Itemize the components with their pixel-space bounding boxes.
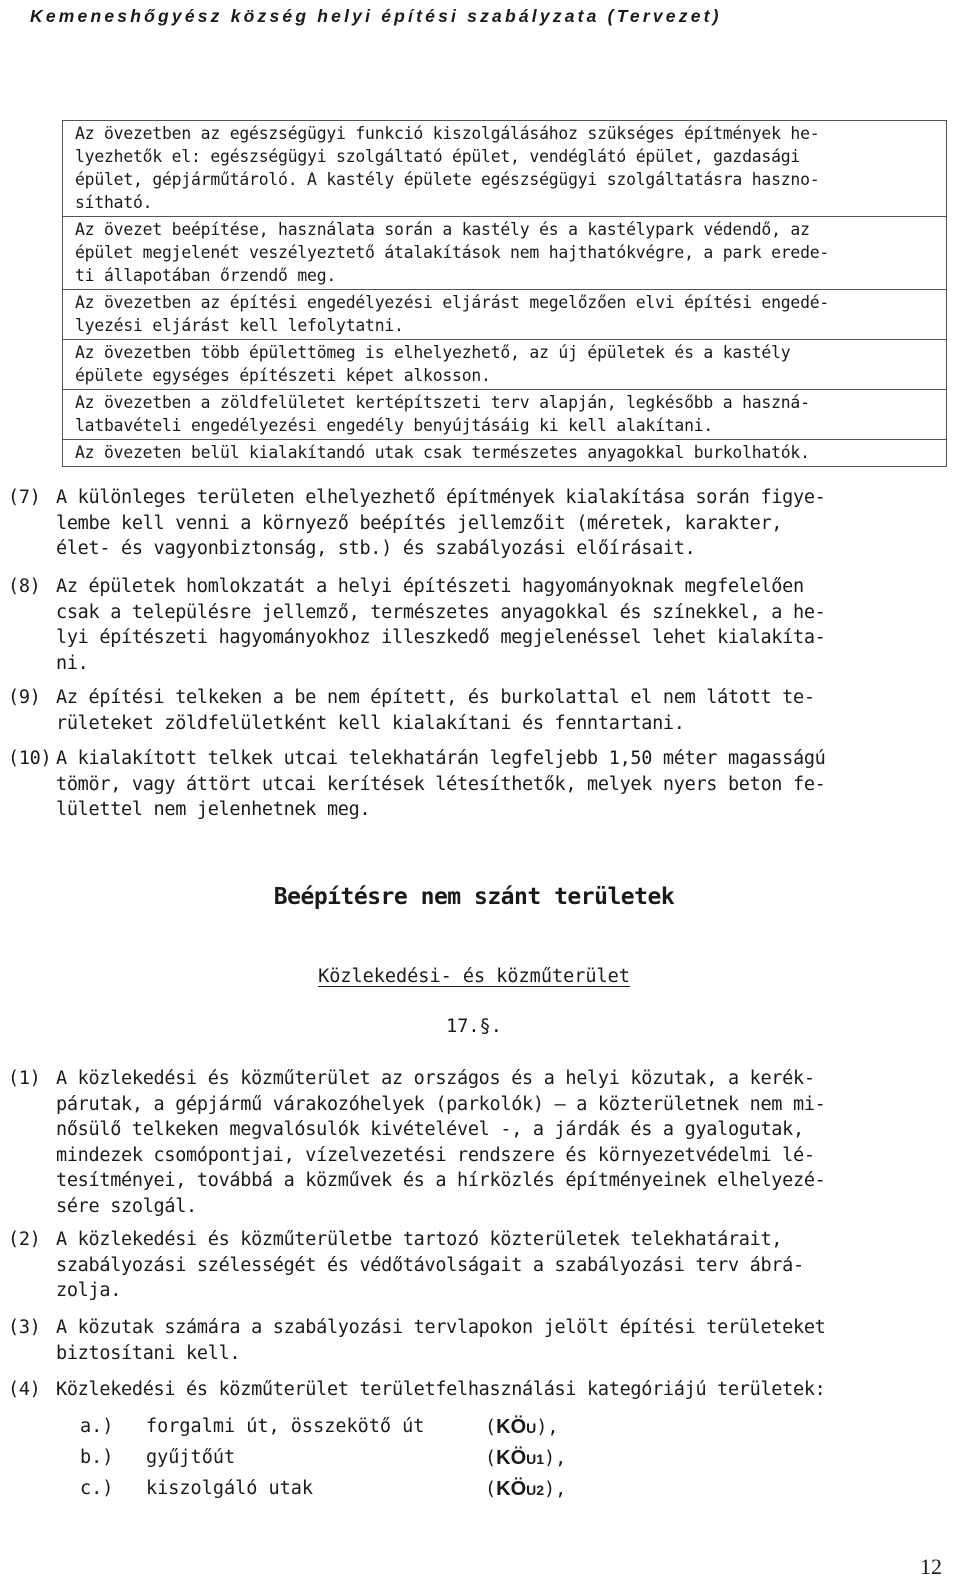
- code-open: (: [485, 1479, 497, 1500]
- paragraph: [8, 746, 946, 823]
- table-row-line: ti állapotában őrzendő meg.: [75, 266, 337, 285]
- list-item: [80, 1478, 780, 1509]
- paragraph-line: A közutak számára a szabályozási tervlapokon jelölt építési területeket: [56, 1317, 826, 1338]
- list-item-code: [485, 1416, 559, 1439]
- paragraph-body: [56, 1315, 946, 1366]
- paragraph-line: mindezek csomópontjai, vízelvezetési rendszere és környezetvédelmi lé-: [56, 1144, 815, 1166]
- paragraph-line: tesítményei, továbbá a közművek és a hírközlés építményeinek elhelyezé-: [56, 1170, 826, 1191]
- paragraph-line: lembe kell venni a környező beépítés jellemzőit (méretek, karakter,: [56, 512, 783, 534]
- table-row: [63, 217, 946, 290]
- section-subheading-text: Közlekedési- és közműterület: [318, 966, 630, 987]
- paragraph-line: tömör, vagy áttört utcai kerítések létesíthetők, melyek nyers beton fe-: [56, 773, 826, 795]
- paragraph: [8, 1377, 946, 1403]
- list-item-text: forgalmi út, összekötő út: [146, 1416, 425, 1437]
- table-row-line: Az övezetben az építési engedélyezési eljárást megelőzően elvi építési engedé-: [75, 293, 830, 312]
- list-item-label: b.): [80, 1447, 114, 1468]
- table-row-line: Az övezetben a zöldfelületet kertépítszeti terv alapján, legkésőbb a haszná-: [75, 393, 810, 412]
- table-row-line: épület, gépjárműtároló. A kastély épülete egészségügyi szolgáltatásra haszno-: [75, 170, 820, 189]
- code-open: (: [485, 1448, 497, 1469]
- paragraph-line: szabályozási szélességét és védőtávolságait a szabályozási terv ábrá-: [56, 1254, 804, 1276]
- page-number: 12: [920, 1554, 942, 1579]
- table-row-line: épülete egységes építészeti képet alkosson.: [75, 366, 491, 385]
- paragraph-body: [56, 485, 946, 562]
- paragraph-line: Közlekedési és közműterület területfelhasználási kategóriájú területek:: [56, 1379, 826, 1400]
- code-close: ),: [536, 1417, 559, 1438]
- list-item-label: c.): [80, 1478, 114, 1499]
- table-row: [63, 340, 946, 390]
- list-item: [80, 1416, 780, 1447]
- category-list: [80, 1416, 780, 1509]
- code-sub: U2: [526, 1482, 545, 1498]
- paragraph-line: lülettel nem jelenhetnek meg.: [56, 799, 371, 820]
- paragraph-number: (1): [8, 1068, 41, 1089]
- table-row-line: lyezési eljárást kell lefolytatni.: [75, 316, 404, 335]
- list-item: [80, 1447, 780, 1478]
- paragraph-line: ni.: [56, 652, 89, 674]
- table-row: [63, 121, 946, 217]
- paragraph-body: [56, 685, 946, 736]
- section-number: 17.§.: [446, 1016, 502, 1037]
- paragraph-number: (7): [8, 487, 41, 508]
- paragraph-line: élet- és vagyonbiztonság, stb.) és szabályozási előírásait.: [56, 538, 696, 559]
- paragraph-number: (8): [8, 576, 41, 597]
- paragraph-body: [56, 746, 946, 823]
- paragraph-body: [56, 1377, 946, 1403]
- paragraph-body: [56, 574, 946, 676]
- code-close: ),: [544, 1448, 567, 1469]
- code-main: KÖ: [496, 1447, 527, 1469]
- paragraph-line: párutak, a gépjármű várakozóhelyek (parkolók) – a közterületnek nem mi-: [56, 1093, 826, 1115]
- list-item-label: a.): [80, 1416, 114, 1437]
- table-row: [63, 390, 946, 440]
- table-row-line: Az övezetben több épülettömeg is elhelyezhető, az új épületek és a kastély: [75, 343, 791, 362]
- list-item-text: gyűjtőút: [146, 1447, 236, 1468]
- table-row-line: épület megjelenét veszélyeztető átalakítások nem hajthatókvégre, a park erede-: [75, 243, 830, 262]
- code-open: (: [485, 1417, 497, 1438]
- paragraph-number: (9): [8, 687, 41, 708]
- paragraph-line: Az építési telkeken a be nem épített, és burkolattal el nem látott te-: [56, 687, 815, 708]
- table-row-line: Az övezet beépítése, használata során a kastély és a kastélypark védendő, az: [75, 220, 810, 239]
- paragraph-body: [56, 1227, 946, 1304]
- table-row: [63, 290, 946, 340]
- paragraph-line: A különleges területen elhelyezhető építmények kialakítása során figye-: [56, 487, 826, 508]
- paragraph-number: (2): [8, 1229, 41, 1250]
- paragraph: [8, 685, 946, 736]
- paragraph-line: sére szolgál.: [56, 1195, 197, 1217]
- section-heading: Beépítésre nem szánt területek: [273, 884, 675, 910]
- paragraph-line: rületeket zöldfelületként kell kialakítani és fenntartani.: [56, 712, 685, 734]
- document-header: Kemeneshőgyész község helyi építési szabályzata (Tervezet): [30, 6, 722, 26]
- paragraph-number: (3): [8, 1317, 41, 1338]
- code-main: KÖ: [496, 1416, 527, 1438]
- paragraph-line: A közlekedési és közműterületbe tartozó közterületek telekhatárait,: [56, 1229, 783, 1250]
- zone-rules-table: [62, 120, 947, 467]
- paragraph: [8, 1066, 946, 1219]
- code-sub: U: [526, 1420, 537, 1436]
- table-row: [63, 440, 946, 466]
- code-sub: U1: [526, 1451, 545, 1467]
- table-row-line: lyezhetők el: egészségügyi szolgáltató épület, vendéglátó épület, gazdasági: [75, 147, 801, 166]
- list-item-code: [485, 1447, 566, 1470]
- paragraph-line: Az épületek homlokzatát a helyi építészeti hagyományoknak megfelelően: [56, 576, 804, 597]
- paragraph-line: biztosítani kell.: [56, 1342, 241, 1364]
- paragraph-line: A közlekedési és közműterület az országos és a helyi közutak, a kerék-: [56, 1068, 815, 1089]
- table-row-line: latbavételi engedélyezési engedély benyújtásáig ki kell alakítani.: [75, 416, 714, 435]
- table-row-line: Az övezeten belül kialakítandó utak csak természetes anyagokkal burkolhatók.: [75, 443, 810, 462]
- code-close: ),: [544, 1479, 567, 1500]
- paragraph: [8, 1315, 946, 1366]
- paragraph: [8, 574, 946, 676]
- list-item-code: [485, 1478, 566, 1501]
- table-row-line: sítható.: [75, 193, 153, 212]
- paragraph-line: nősülő telkeken megvalósulók kivételével -, a járdák és a gyalogutak,: [56, 1119, 804, 1140]
- paragraph-number: (10): [8, 748, 52, 769]
- paragraph-line: zolja.: [56, 1280, 122, 1301]
- paragraph: [8, 1227, 946, 1304]
- paragraph-line: A kialakított telkek utcai telekhatárán legfeljebb 1,50 méter magasságú: [56, 748, 826, 769]
- paragraph-body: [56, 1066, 946, 1219]
- list-item-text: kiszolgáló utak: [146, 1478, 314, 1499]
- code-main: KÖ: [496, 1478, 527, 1500]
- paragraph: [8, 485, 946, 562]
- paragraph-line: lyi építészeti hagyományokhoz illeszkedő megjelenéssel lehet kialakíta-: [56, 627, 826, 648]
- section-subheading: [0, 966, 948, 987]
- paragraph-line: csak a településre jellemző, természetes anyagokkal és színekkel, a he-: [56, 601, 826, 623]
- table-row-line: Az övezetben az egészségügyi funkció kiszolgálásához szükséges építmények he-: [75, 124, 820, 143]
- paragraph-number: (4): [8, 1379, 41, 1400]
